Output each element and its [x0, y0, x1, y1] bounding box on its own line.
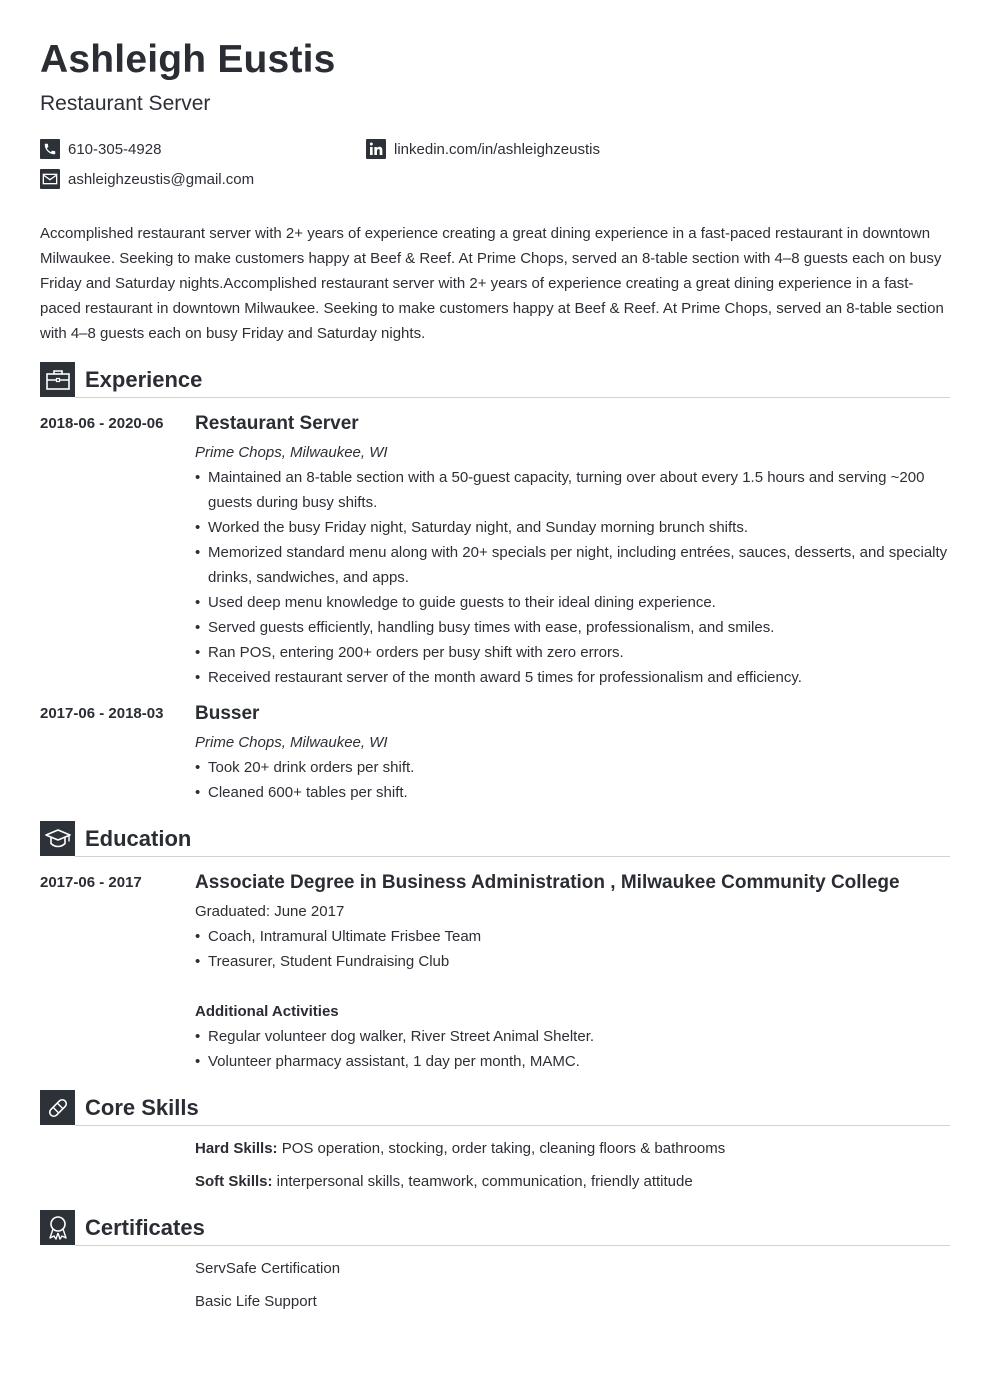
skills-section-header	[40, 1090, 950, 1126]
list-item: • Coach, Intramural Ultimate Frisbee Team	[195, 924, 955, 949]
section-divider	[75, 856, 950, 857]
email-link[interactable]: ashleighzeustis@gmail.com	[68, 170, 255, 188]
list-item: • Worked the busy Friday night, Saturday night, and Sunday morning brunch shifts.	[195, 515, 955, 540]
job-dates: 2017-06 - 2018-03	[40, 705, 164, 722]
additional-activities-bullets	[195, 1024, 955, 1074]
list-item: • Volunteer pharmacy assistant, 1 day per month, MAMC.	[195, 1049, 955, 1074]
job-bullets	[195, 465, 955, 690]
list-item: • Took 20+ drink orders per shift.	[195, 755, 955, 780]
hard-skills	[195, 1140, 725, 1157]
degree-title: Associate Degree in Business Administration , Milwaukee Community College	[195, 872, 900, 893]
job-title-entry: Busser	[195, 703, 260, 724]
section-divider	[75, 1245, 950, 1246]
list-item: • Used deep menu knowledge to guide guests to their ideal dining experience.	[195, 590, 955, 615]
soft-skills-value: interpersonal skills, teamwork, communication, friendly attitude	[272, 1173, 693, 1190]
skills-heading: Core Skills	[85, 1095, 199, 1120]
linkedin-icon	[366, 139, 386, 159]
section-divider	[75, 397, 950, 398]
list-item: • Memorized standard menu along with 20+ specials per night, including entrées, sauces, desserts, and specialty drinks, sandwiches, and apps.	[195, 540, 955, 590]
list-item: • Regular volunteer dog walker, River Street Animal Shelter.	[195, 1024, 955, 1049]
certificates-section-header	[40, 1210, 950, 1246]
phone-text: 610-305-4928	[68, 140, 162, 158]
certificates-heading: Certificates	[85, 1215, 205, 1240]
job-bullets	[195, 755, 955, 805]
education-heading: Education	[85, 826, 192, 851]
job-dates: 2018-06 - 2020-06	[40, 415, 164, 432]
soft-skills-label: Soft Skills:	[195, 1173, 273, 1190]
certificate-item: ServSafe Certification	[195, 1260, 341, 1277]
certificate-item: Basic Life Support	[195, 1293, 317, 1310]
list-item: • Ran POS, entering 200+ orders per busy shift with zero errors.	[195, 640, 955, 665]
list-item: • Received restaurant server of the month award 5 times for professionalism and efficiency.	[195, 665, 955, 690]
candidate-name: Ashleigh Eustis	[40, 38, 336, 81]
bandage-icon	[40, 1090, 75, 1125]
email-icon	[40, 169, 60, 189]
linkedin-link[interactable]: linkedin.com/in/ashleighzeustis	[394, 140, 600, 158]
list-item: • Maintained an 8-table section with a 50-guest capacity, turning over about every 1.5 hours and serving ~200 guests during busy shifts.	[195, 465, 955, 515]
award-icon	[40, 1210, 75, 1245]
job-title: Restaurant Server	[40, 92, 211, 115]
job-company: Prime Chops, Milwaukee, WI	[195, 444, 388, 461]
experience-heading: Experience	[85, 367, 203, 392]
briefcase-icon	[40, 362, 75, 397]
additional-activities-label: Additional Activities	[195, 1003, 339, 1020]
education-bullets	[195, 924, 955, 974]
graduation-date: Graduated: June 2017	[195, 903, 345, 920]
section-divider	[75, 1125, 950, 1126]
list-item: • Cleaned 600+ tables per shift.	[195, 780, 955, 805]
hard-skills-value: POS operation, stocking, order taking, cleaning floors & bathrooms	[277, 1140, 726, 1157]
phone-icon	[40, 139, 60, 159]
graduation-cap-icon	[40, 821, 75, 856]
contact-linkedin[interactable]	[366, 139, 600, 159]
list-item: • Served guests efficiently, handling busy times with ease, professionalism, and smiles.	[195, 615, 955, 640]
contact-phone	[40, 139, 161, 159]
contact-email[interactable]	[40, 169, 254, 189]
education-dates: 2017-06 - 2017	[40, 874, 142, 891]
experience-section-header	[40, 362, 950, 398]
soft-skills	[195, 1173, 693, 1190]
job-title-entry: Restaurant Server	[195, 413, 359, 434]
job-company: Prime Chops, Milwaukee, WI	[195, 734, 388, 751]
education-section-header	[40, 821, 950, 857]
hard-skills-label: Hard Skills:	[195, 1140, 278, 1157]
list-item: • Treasurer, Student Fundraising Club	[195, 949, 955, 974]
professional-summary: Accomplished restaurant server with 2+ years of experience creating a great dining experience in a fast-paced restaurant in downtown Milwaukee. Seeking to make customers happy at Beef & Reef. At Prime Chops, served an 8-table section with 4–8 guests each on busy Friday and Saturday nights.Accomplished restaurant server with 2+ years of experience creating a great dining experience in a fast-paced restaurant in downtown Milwaukee. Seeking to make customers happy at Beef & Reef. At Prime Chops, served an 8-table section with 4–8 guests each on busy Friday and Saturday nights.	[40, 225, 944, 342]
